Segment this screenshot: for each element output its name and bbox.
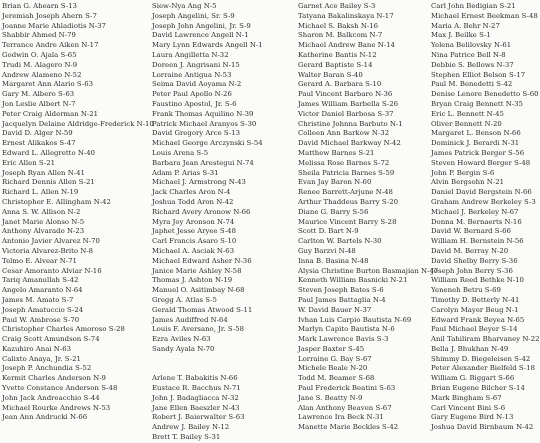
name-entry: Gerald Thomas Atwood S-11 (152, 305, 253, 314)
name-entry: David Michael Barkway N-42 (298, 139, 401, 148)
name-entry: Kenneth William Basnicki N-21 (298, 276, 408, 285)
name-entry: Japhet Jesse Aryee S-48 (152, 227, 236, 236)
name-entry: Arlene T. Babakitis N-66 (152, 374, 238, 383)
name-entry: Michael Edward Asher N-36 (152, 256, 252, 265)
name-entry: Diane G. Barry S-56 (298, 207, 369, 216)
name-entry: Anil Tahiliram Bharvaney N-22 (431, 335, 540, 344)
name-entry: Manuel O. Asitimbay N-68 (152, 286, 245, 295)
name-entry: Carlton W. Bartels N-30 (298, 237, 382, 246)
name-entry: Jacquelyn Delaine Aldridge-Frederick N-10 (2, 119, 154, 128)
name-entry: Louis F. Aversano, Jr. S-58 (152, 325, 245, 334)
name-entry: Siew-Nya Ang N-5 (152, 2, 217, 10)
name-entry: Seima David Aoyama N-2 (152, 80, 242, 89)
column-gap (152, 355, 298, 365)
name-entry: Arthur Thaddeus Barry S-20 (298, 197, 399, 206)
name-entry: Jane Ellen Baeszler N-43 (152, 403, 240, 412)
name-entry: Adam P. Arias S-31 (152, 168, 219, 177)
name-entry: James Patrick Berger S-56 (431, 148, 525, 157)
name-entry: Yelena Belilovsky N-61 (431, 41, 512, 50)
name-entry: Brian Eugene Bilcher S-14 (431, 384, 525, 393)
name-entry: Calixto Anaya, Jr. S-21 (2, 354, 81, 363)
name-entry: Joseph P. Anchundia S-52 (2, 364, 92, 373)
name-entry: Antonio Javier Alvarez N-70 (2, 237, 100, 246)
name-entry: Eric L. Bennett N-45 (431, 109, 504, 118)
name-entry: Donna M. Bernaerts N-16 (431, 217, 522, 226)
name-entry: Gary M. Albero S-63 (2, 90, 75, 99)
name-entry: Max J. Beilke S-1 (431, 31, 491, 40)
name-entry: Timothy D. Betterly N-41 (431, 295, 520, 304)
name-entry: Guy Barzvi N-48 (298, 246, 356, 255)
name-entry: W. David Bauer N-37 (298, 305, 372, 314)
name-entry: James Audiffred N-64 (152, 315, 228, 324)
name-entry: Anthony Alvarado N-23 (2, 227, 85, 236)
name-entry: Doreen J. Angrisani N-15 (152, 60, 240, 69)
name-entry: Bryan Craig Bennett N-35 (431, 99, 523, 108)
name-entry: Cesar Amoranto Alviar N-16 (2, 266, 102, 275)
name-entry: Michael Rourke Andrews N-53 (2, 403, 111, 412)
name-entry: David W. Bernard S-66 (431, 227, 511, 236)
name-entry: Anna S. W. Allison N-2 (2, 207, 81, 216)
name-entry: Michele Beale N-20 (298, 364, 368, 373)
name-entry: Alvin Bergsohn N-21 (431, 178, 505, 187)
name-entry: Evan Jay Baron N-60 (298, 178, 372, 187)
name-entry: Christopher Charles Amoroso S-28 (2, 325, 125, 334)
name-entry: Richard L. Allen N-19 (2, 188, 79, 197)
name-entry: Terrance Andre Aiken N-17 (2, 41, 99, 50)
name-entry: Telmo E. Alvear N-71 (2, 256, 77, 265)
name-entry: Paul Michael Beyer S-14 (431, 325, 518, 334)
name-entry: Paul Vincent Barbaro N-36 (298, 90, 393, 99)
name-entry: Carl Francis Asaro S-10 (152, 237, 237, 246)
name-entry: Margaret L. Benson N-66 (431, 129, 521, 138)
name-entry: Michael Andrew Bane N-14 (298, 41, 395, 50)
name-entry: Shabbir Ahmed N-79 (2, 31, 76, 40)
name-column-4 (431, 2, 540, 432)
name-entry: Marlyn Capito Bautista N-6 (298, 325, 395, 334)
name-entry: Victoria Alvarez-Brito N-8 (2, 246, 94, 255)
name-entry: Nina Patrice Bell N-8 (431, 50, 506, 59)
name-entry: Ivhan Luis Carpio Bautista N-69 (298, 315, 412, 324)
name-entry: Peter Craig Alderman N-21 (2, 109, 99, 118)
name-entry: John J. Badagliacca N-32 (152, 393, 239, 402)
name-entry: Mark Lawrence Bavis S-3 (298, 335, 389, 344)
name-entry: Edward Frank Beyea N-65 (431, 315, 525, 324)
name-entry: Lorraine G. Bay S-67 (298, 354, 372, 363)
name-entry: Michael Ernest Beekman S-48 (431, 11, 538, 20)
name-entry: William G. Biggart S-66 (431, 374, 515, 383)
name-entry: Edward L. Allegretto N-40 (2, 148, 96, 157)
name-entry: Paul Frederick Beatini S-63 (298, 384, 396, 393)
name-entry: Thomas J. Ashton N-19 (152, 276, 233, 285)
name-entry: Andrew Alameno N-52 (2, 70, 82, 79)
name-entry: Sharon M. Balkcom N-7 (298, 31, 383, 40)
name-entry: Colleen Ann Barkow N-32 (298, 129, 390, 138)
name-entry: Steven Joseph Bates S-6 (298, 286, 384, 295)
name-entry: David Shelby Berry S-36 (431, 256, 518, 265)
name-entry: Ezra Aviles N-63 (152, 335, 211, 344)
name-entry: Joseph Ryan Allen N-41 (2, 168, 85, 177)
name-entry: Mark Bingham S-67 (431, 393, 502, 402)
name-entry: Gerard A. Barbara S-10 (298, 80, 382, 89)
name-entry: Robert J. Baierwalter S-63 (152, 413, 245, 422)
name-column-2 (152, 2, 298, 442)
name-entry: Richard Avery Aronow N-66 (152, 207, 251, 216)
name-entry: Denise Lenore Benedetto S-60 (431, 90, 539, 99)
name-entry: Jack Charles Aron N-4 (152, 188, 231, 197)
name-entry: Jon Leslie Albert N-7 (2, 99, 76, 108)
name-entry: Brett T. Bailey S-31 (152, 433, 221, 442)
name-entry: Brian G. Ahearn S-13 (2, 2, 77, 10)
name-entry: Jeremiah Joseph Ahern S-7 (2, 11, 97, 20)
name-entry: Sheila Patricia Barnes S-59 (298, 168, 395, 177)
name-entry: Todd M. Beamer S-68 (298, 374, 375, 383)
name-entry: Myra Joy Aronson N-74 (152, 217, 235, 226)
name-column-3 (298, 2, 439, 432)
name-entry: Oliver Bennett N-20 (431, 119, 502, 128)
name-entry: Paul James Battaglia N-4 (298, 295, 386, 304)
name-entry: Alysia Christine Burton Basmajian N-47 (298, 266, 439, 275)
name-entry: Stephen Elliot Belson S-17 (431, 70, 526, 79)
name-entry: Jean Ann Andrucki N-66 (2, 413, 88, 422)
name-entry: Eustace R. Bacchus N-71 (152, 384, 241, 393)
name-entry: Shimmy D. Biegeleisen S-42 (431, 354, 531, 363)
name-entry: Michael A. Asciak N-63 (152, 246, 235, 255)
name-entry: Janice Marie Ashley N-58 (152, 266, 242, 275)
name-entry: Maria A. Behr N-27 (431, 21, 500, 30)
name-entry: James William Barbella S-26 (298, 99, 399, 108)
name-entry: Janet Marie Alonso N-5 (2, 217, 85, 226)
name-entry: John Jack Andreacchio S-44 (2, 393, 100, 402)
name-entry: Tariq Amanullah S-42 (2, 276, 79, 285)
name-entry: Michael J. Armstrong N-43 (152, 178, 246, 187)
name-entry: John P. Bergin S-6 (431, 168, 495, 177)
name-entry: Lorraine Antigua N-53 (152, 70, 232, 79)
name-entry: Barbara Jean Arestegui N-74 (152, 158, 254, 167)
name-entry: James M. Amato S-7 (2, 295, 74, 304)
name-entry: Faustino Apostol, Jr. S-6 (152, 99, 237, 108)
name-entry: Gregg A. Atlas S-5 (152, 295, 217, 304)
name-entry: Andrew J. Bailey N-12 (152, 423, 230, 432)
name-entry: Michael J. Berkeley N-67 (431, 207, 519, 216)
name-entry: David M. Berray N-20 (431, 246, 509, 255)
column-gap (152, 364, 298, 374)
name-entry: Patrick Michael Aranyos S-30 (152, 119, 257, 128)
name-entry: Christopher E. Allingham N-42 (2, 197, 111, 206)
name-entry: Godwin O. Ajala S-65 (2, 50, 77, 59)
name-entry: Matthew Barnes S-21 (298, 148, 375, 157)
name-entry: William H. Bernstein N-56 (431, 237, 524, 246)
name-entry: Sandy Ayala N-70 (152, 344, 215, 353)
name-entry: Graham Andrew Berkeley S-3 (431, 197, 536, 206)
name-entry: Joseph John Angelini, Jr. S-9 (152, 21, 251, 30)
name-entry: Yeneneh Betru S-69 (431, 286, 501, 295)
name-entry: William Reed Bethke N-10 (431, 276, 524, 285)
name-entry: Joanne Marie Ahladiotis N-37 (2, 21, 106, 30)
name-entry: Paul M. Benedetti S-42 (431, 80, 513, 89)
name-entry: Maurice Vincent Barry S-28 (298, 217, 397, 226)
name-entry: Gary Eugene Bird N-13 (431, 413, 514, 422)
name-entry: Joshua Todd Aron N-42 (152, 197, 234, 206)
name-entry: Steven Howard Berger S-48 (431, 158, 531, 167)
name-entry: Bella J. Bhukhan N-49 (431, 344, 509, 353)
name-entry: David Lawrence Angell N-1 (152, 31, 249, 40)
name-entry: Dominick J. Berardi N-31 (431, 139, 520, 148)
name-entry: Kazuhiro Anai N-63 (2, 344, 72, 353)
name-entry: Craig Scott Amundson S-74 (2, 335, 100, 344)
name-entry: Peter Paul Apollo N-26 (152, 90, 232, 99)
name-entry: Lawrence Ira Beck N-31 (298, 413, 384, 422)
name-entry: Joseph Amatuccio S-24 (2, 305, 84, 314)
name-entry: Carolyn Mayer Beug N-1 (431, 305, 519, 314)
name-entry: Joseph John Berry S-36 (431, 266, 513, 275)
name-entry: Renee Barrett-Arjune N-48 (298, 188, 393, 197)
name-entry: Joseph Angelini, Sr. S-9 (152, 11, 235, 20)
name-entry: Victor Daniel Barbosa S-37 (298, 109, 394, 118)
name-entry: Garnet Ace Bailey S-3 (298, 2, 376, 10)
name-entry: Scott D. Bart N-9 (298, 227, 359, 236)
name-entry: Gerard Baptiste S-14 (298, 60, 373, 69)
name-entry: David Gregory Arce S-13 (152, 129, 241, 138)
name-entry: Carl John Bedigian S-21 (431, 2, 516, 10)
name-entry: Joshua David Birnbaum N-42 (431, 423, 534, 432)
name-entry: Jasper Baxter S-45 (298, 344, 365, 353)
name-entry: Louis Arena S-5 (152, 148, 209, 157)
name-entry: Mary Lynn Edwards Angell N-1 (152, 41, 263, 50)
name-entry: Michael S. Baksh N-16 (298, 21, 379, 30)
name-entry: Paul W. Ambrose S-70 (2, 315, 80, 324)
name-entry: Margaret Ann Alario S-63 (2, 80, 94, 89)
name-entry: Christine Johnna Barbuto N-1 (298, 119, 403, 128)
name-entry: Trudi M. Alagero N-9 (2, 60, 78, 69)
name-entry: Inna B. Basina N-48 (298, 256, 369, 265)
name-entry: Peter Alexander Bielfeld S-18 (431, 364, 536, 373)
name-column-1 (2, 2, 154, 422)
name-entry: Frank Thomas Aquilino N-39 (152, 109, 254, 118)
name-entry: Angelo Amaranto N-64 (2, 286, 83, 295)
name-entry: Daniel David Bergstein N-66 (431, 188, 532, 197)
name-entry: Katherine Bantis N-12 (298, 50, 377, 59)
name-entry: Manette Marie Beckles S-42 (298, 423, 399, 432)
name-entry: Carl Vincent Bini S-6 (431, 403, 506, 412)
name-entry: Michael George Arczynski S-54 (152, 139, 263, 148)
name-entry: Yvette Constance Anderson S-48 (2, 384, 118, 393)
name-entry: Laura Angilletta N-32 (152, 50, 229, 59)
name-entry: Walter Baran S-40 (298, 70, 363, 79)
name-entry: Alan Anthony Beaven S-67 (298, 403, 392, 412)
name-entry: Kermit Charles Anderson N-9 (2, 374, 106, 383)
name-entry: Jane S. Beatty N-9 (298, 393, 363, 402)
name-entry: Tatyana Bakalinskaya N-17 (298, 11, 394, 20)
name-entry: Debbie S. Bellows N-37 (431, 60, 514, 69)
name-entry: Ernest Alikakos S-47 (2, 139, 76, 148)
name-entry: Melissa Rose Barnes S-72 (298, 158, 390, 167)
name-entry: Richard Dennis Allen S-21 (2, 178, 95, 187)
name-entry: Eric Allen S-21 (2, 158, 56, 167)
name-entry: David D. Alger N-59 (2, 129, 73, 138)
